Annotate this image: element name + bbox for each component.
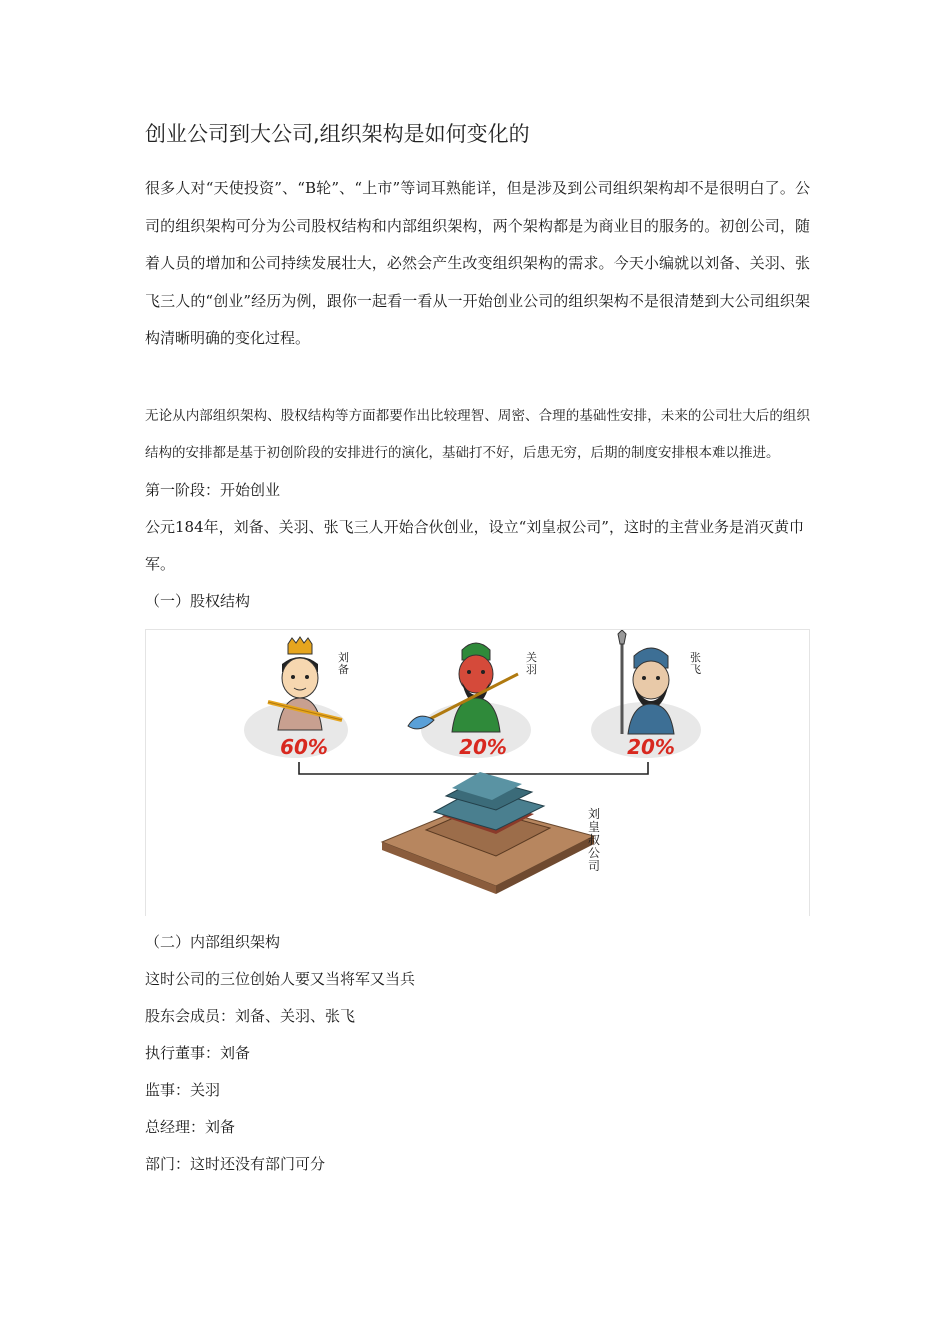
equity-diagram <box>146 630 809 916</box>
internal-heading: （二）内部组织架构 <box>145 932 281 951</box>
internal-line: 股东会成员：刘备、关羽、张飞 <box>145 1006 356 1025</box>
document-page <box>145 118 810 1183</box>
intro-paragraph: 很多人对“天使投资”、“B轮”、“上市”等词耳熟能详，但是涉及到公司组织架构却不是很明白了。公司的组织架构可分为公司股权结构和内部组织架构，两个架构都是为商业目的服务的。初创公司，随着人员的增加和公司持续发展壮大，必然会产生改变组织架构的需求。今天小编就以刘备、关羽、张飞三人的“创业”经历为例，跟你一起看一看从一开始创业公司的组织架构不是很清楚到大公司组织架构清晰明确的变化过程。 <box>145 179 810 347</box>
company-name: 刘皇叔公司 <box>588 806 601 873</box>
internal-list <box>145 961 810 1183</box>
internal-line: 监事：关羽 <box>145 1080 221 1099</box>
founder-name-liubei: 刘备 <box>338 650 349 676</box>
founder-name-zhangfei: 张飞 <box>690 650 701 676</box>
share-label-1: 60% <box>280 734 328 759</box>
share-label-2: 20% <box>459 734 507 759</box>
equity-heading: （一）股权结构 <box>145 591 251 610</box>
internal-line: 这时公司的三位创始人要又当将军又当兵 <box>145 969 416 988</box>
share-label-3: 20% <box>627 734 675 759</box>
equity-structure-figure <box>145 629 810 916</box>
internal-line: 总经理：刘备 <box>145 1117 236 1136</box>
internal-line: 部门：这时还没有部门可分 <box>145 1154 326 1173</box>
page-title: 创业公司到大公司,组织架构是如何变化的 <box>145 122 530 146</box>
summary-paragraph: 无论从内部组织架构、股权结构等方面都要作出比较理智、周密、合理的基础性安排，未来的公司壮大后的组织结构的安排都是基于初创阶段的安排进行的演化，基础打不好，后患无穷，后期的制度安排根本难以推进。 <box>145 407 810 461</box>
stage1-heading: 第一阶段：开始创业 <box>145 480 281 499</box>
stage1-text: 公元184年，刘备、关羽、张飞三人开始合伙创业，设立“刘皇叔公司”，这时的主营业务是消灭黄巾军。 <box>145 517 804 573</box>
founder-name-guanyu: 关羽 <box>526 650 537 676</box>
internal-line: 执行董事：刘备 <box>145 1043 251 1062</box>
palace-building-icon <box>382 772 594 894</box>
connector-line <box>299 762 648 774</box>
